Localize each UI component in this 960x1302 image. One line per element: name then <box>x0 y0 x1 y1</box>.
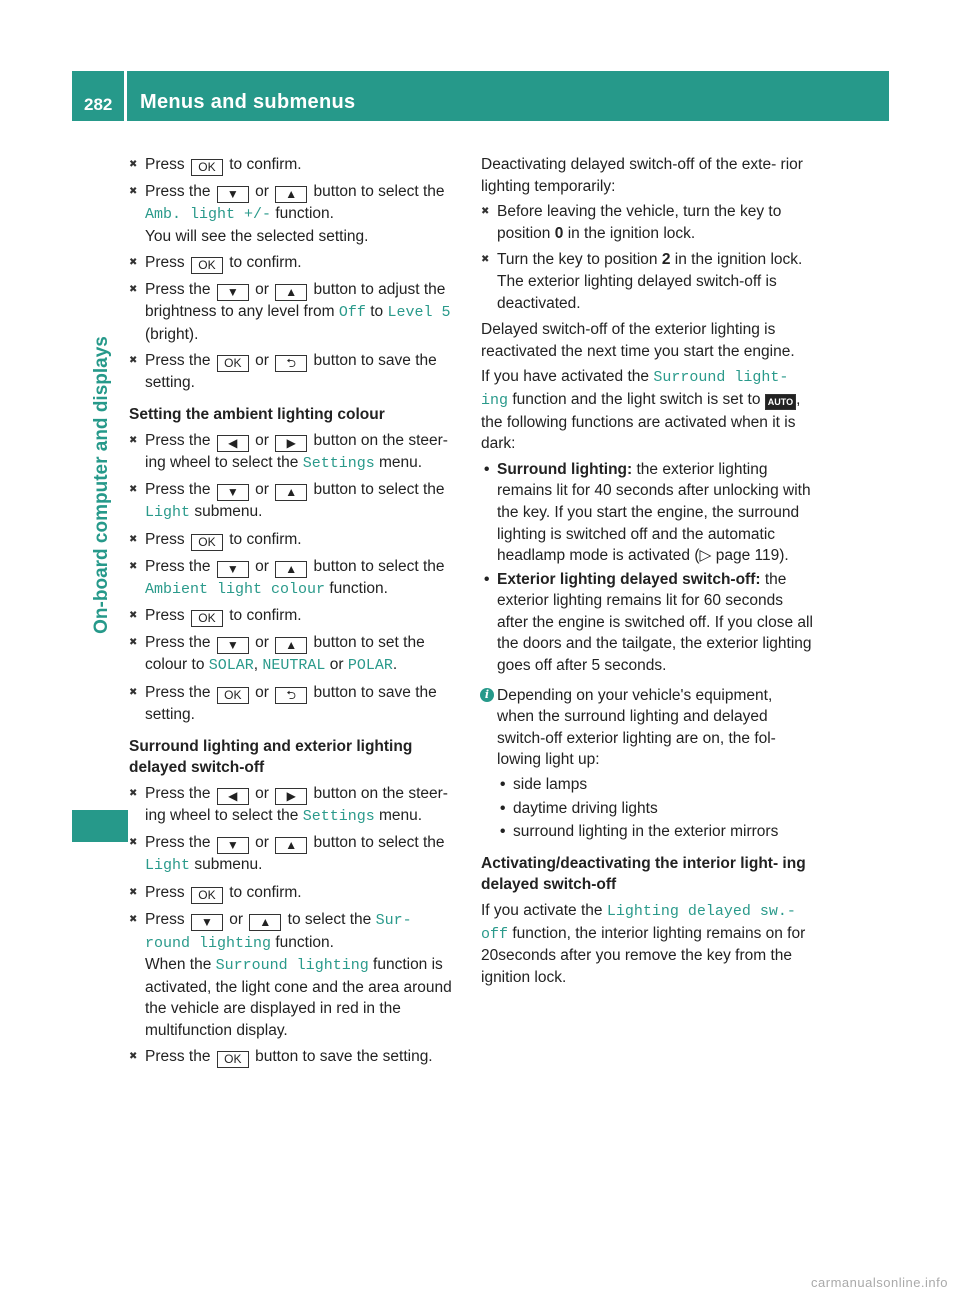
page-number: 282 <box>84 95 113 114</box>
step: ✖ Press OK to confirm. <box>129 154 460 176</box>
left-key-icon: ◀ <box>217 435 249 452</box>
up-key-icon: ▲ <box>249 914 281 931</box>
bullet-item: • Exterior lighting delayed switch-off: the exterior lighting remains lit for 60 seconds after the engine is switched off. If you close all the doors and the tailgate, the exterior lighting goes off after 5 seconds. <box>481 569 813 677</box>
left-key-icon: ◀ <box>217 788 249 805</box>
step: ✖ Press OK to confirm. <box>129 882 460 904</box>
step: ✖ Press the ▼ or ▲ button to select the Light submenu. <box>129 832 460 877</box>
right-key-icon: ▶ <box>275 788 307 805</box>
chapter-title: On-board computer and displays <box>91 336 113 634</box>
step: ✖ Press the ▼ or ▲ button to set the colour to SOLAR, NEUTRAL or POLAR. <box>129 632 460 677</box>
back-key-icon: ⮌ <box>275 355 307 372</box>
up-key-icon: ▲ <box>275 837 307 854</box>
heading: Setting the ambient lighting colour <box>129 405 385 423</box>
up-key-icon: ▲ <box>275 186 307 203</box>
menu-name: Sur‐ round lighting <box>145 911 412 952</box>
down-key-icon: ▼ <box>217 561 249 578</box>
step: ✖ Press the OK or ⮌ button to save the setting. <box>129 350 460 394</box>
menu-name: Surround lighting <box>215 957 369 975</box>
menu-name: Off <box>338 304 366 322</box>
ok-key-icon: OK <box>191 610 223 627</box>
auto-light-icon: AUTO <box>765 394 796 410</box>
menu-name: POLAR <box>347 657 393 675</box>
ok-key-icon: OK <box>191 159 223 176</box>
ok-key-icon: OK <box>217 1051 249 1068</box>
up-key-icon: ▲ <box>275 561 307 578</box>
step: ✖ Turn the key to position 2 in the ignition lock. The exterior lighting delayed switch-off is deactivated. <box>481 249 813 314</box>
menu-name: Settings <box>302 807 375 825</box>
menu-name: NEUTRAL <box>262 657 326 675</box>
step: ✖ Press the ▼ or ▲ button to select the Ambient light colour function. <box>129 556 460 601</box>
menu-name: Settings <box>302 454 375 472</box>
right-column <box>481 154 813 992</box>
menu-name: Ambient light colour <box>145 580 326 598</box>
menu-name: Level 5 <box>387 304 451 322</box>
ok-key-icon: OK <box>217 687 249 704</box>
heading: Surround lighting and exterior lighting delayed switch-off <box>129 737 413 777</box>
sub-bullet-item: • side lamps <box>497 774 813 796</box>
step: ✖ Press the OK button to save the setting. <box>129 1046 460 1068</box>
sub-bullet-item: • surround lighting in the exterior mirrors <box>497 821 813 843</box>
menu-name: Surround light‐ ing <box>481 369 789 409</box>
step: ✖ Press the ▼ or ▲ button to select the Amb. light +/- function. You will see the selected setting. <box>129 181 460 247</box>
menu-name: Light <box>145 504 191 522</box>
up-key-icon: ▲ <box>275 637 307 654</box>
page-ref-link[interactable]: (▷ page 119). <box>694 547 789 565</box>
info-icon: i <box>480 688 494 702</box>
paragraph: Deactivating delayed switch-off of the exte- rior lighting temporarily: <box>481 156 803 195</box>
ok-key-icon: OK <box>191 534 223 551</box>
ok-key-icon: OK <box>191 257 223 274</box>
paragraph: Delayed switch-off of the exterior lighting is reactivated the next time you start the engine. <box>481 321 795 360</box>
header-divider <box>124 71 127 121</box>
paragraph: If you activate the Lighting delayed sw.- off function, the interior lighting remains on for 20seconds after you remove the key from the ignition lock. <box>481 902 806 986</box>
step: ✖ Press OK to confirm. <box>129 529 460 551</box>
menu-name: Amb. light +/- <box>145 206 272 223</box>
step: ✖ Press the OK or ⮌ button to save the setting. <box>129 682 460 726</box>
step: ✖ Press OK to confirm. <box>129 252 460 274</box>
step: ✖ Press the ▼ or ▲ button to adjust the brightness to any level from Off to Level 5 (bright). <box>129 279 460 345</box>
down-key-icon: ▼ <box>191 914 223 931</box>
ok-key-icon: OK <box>191 887 223 904</box>
ok-key-icon: OK <box>217 355 249 372</box>
menu-name: Light <box>145 857 191 875</box>
bullet-item: • Surround lighting: the exterior lighting remains lit for 40 seconds after unlocking with the key. If you start the engine, the surround lighting is switched off and the automatic headlamp mode is activated (▷ page 119). <box>481 459 813 567</box>
chapter-sidebar <box>87 165 117 805</box>
watermark: carmanualsonline.info <box>811 1275 948 1291</box>
chapter-tab <box>72 810 128 842</box>
step: ✖ Before leaving the vehicle, turn the key to position 0 in the ignition lock. <box>481 201 813 244</box>
down-key-icon: ▼ <box>217 186 249 203</box>
left-column <box>129 154 460 1073</box>
step: ✖ Press the ▼ or ▲ button to select the Light submenu. <box>129 479 460 524</box>
back-key-icon: ⮌ <box>275 687 307 704</box>
down-key-icon: ▼ <box>217 284 249 301</box>
info-note: i Depending on your vehicle's equipment, when the surround lighting and delayed switch-off exterior lighting are on, the fol- lowing light up: • side lamps • daytime driving lights • surround lighting in the exterior mirrors <box>481 685 813 843</box>
heading: Activating/deactivating the interior light- ing delayed switch-off <box>481 854 806 894</box>
right-key-icon: ▶ <box>275 435 307 452</box>
up-key-icon: ▲ <box>275 484 307 501</box>
down-key-icon: ▼ <box>217 837 249 854</box>
section-title: Menus and submenus <box>140 91 356 113</box>
step: ✖ Press ▼ or ▲ to select the Sur‐ round lighting function. When the Surround lighting function is activated, the light cone and the area around the vehicle are displayed in red in the multifunction display. <box>129 909 460 1042</box>
step: ✖ Press OK to confirm. <box>129 605 460 627</box>
menu-name: SOLAR <box>208 657 254 675</box>
sub-bullet-item: • daytime driving lights <box>497 798 813 820</box>
down-key-icon: ▼ <box>217 637 249 654</box>
down-key-icon: ▼ <box>217 484 249 501</box>
paragraph: If you have activated the Surround light‐ ing function and the light switch is set to AUTO , the following functions are activated when it is dark: <box>481 368 801 453</box>
step: ✖ Press the ◀ or ▶ button on the steer- ing wheel to select the Settings menu. <box>129 783 460 828</box>
step: ✖ Press the ◀ or ▶ button on the steer- ing wheel to select the Settings menu. <box>129 430 460 475</box>
menu-name: Lighting delayed sw.- off <box>481 903 796 943</box>
up-key-icon: ▲ <box>275 284 307 301</box>
